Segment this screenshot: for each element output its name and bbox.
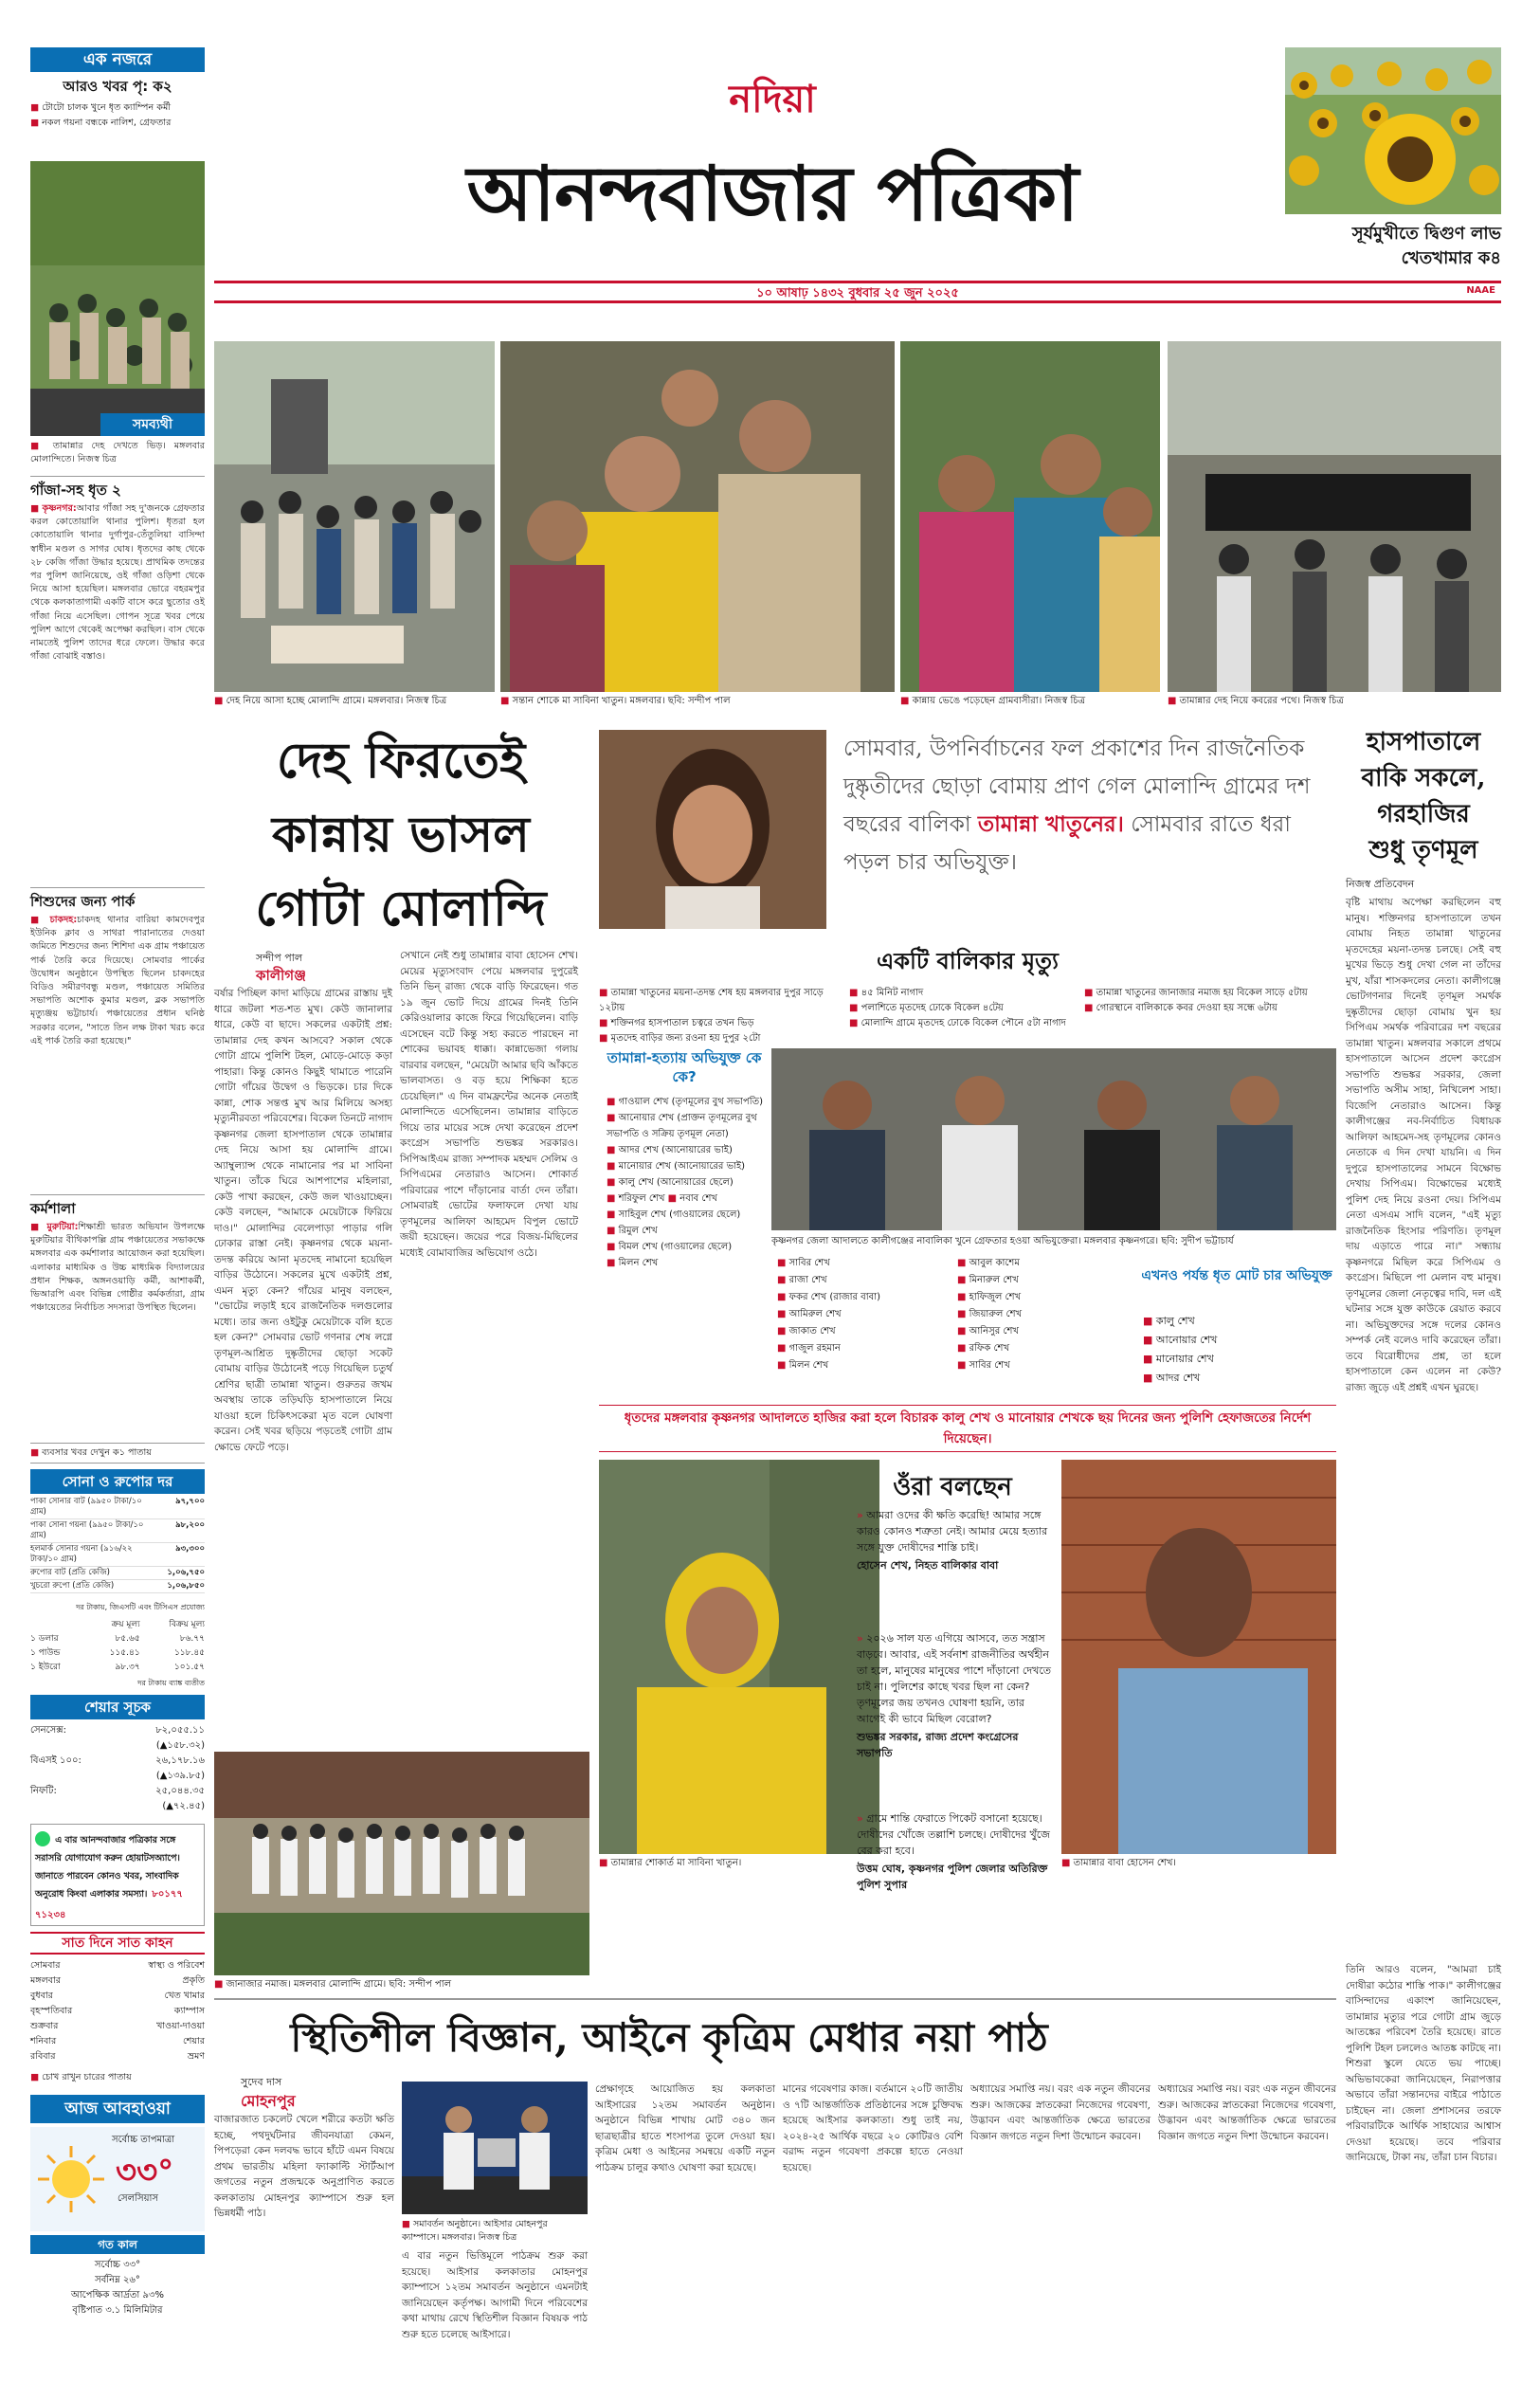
seven-days-title: সাত দিনে সাত কাহন [30,1932,205,1955]
accused-title: তামান্না-হত্যায় অভিযুক্ত কে কে? [607,1049,762,1085]
whatsapp-box[interactable]: এ বার আনন্দবাজার পত্রিকার সঙ্গে সরাসরি যোগাযোগ করুন হোয়াটসঅ্যাপে। জানাতে পারবেন কোনও খবর, সাংবাদিক অনুরোধ কিংবা এলাকার সমস্যা। ৮০১৭৭ ৭১২৩৪ [30,1824,205,1926]
timeline-col3: ■ তামান্না খাতুনের জানাজার নমাজ হয় বিকেল সাড়ে ৫টায় ■ গোরস্থানে বালিকাকে কবর দেওয়া হয় সন্ধে ৬টায় [1084,988,1308,1013]
stock-row: বিএসই ১০০: ২৬,১৭৮.১৬ [30,1755,205,1766]
convocation-caption: ■ সমাবর্তন অনুষ্ঠানে। আইসার মোহনপুর ক্যাম্পাসে। মঙ্গলবার। নিজস্ব চিত্র [402,2219,548,2243]
father-caption: ■ তামান্নার বাবা হোসেন শেখ। [1061,1858,1176,1868]
dateline: ১০ আষাঢ় ১৪৩২ বুধবার ২৫ জুন ২০২৫ [756,286,959,300]
photo-label: সমব্যথী [100,413,205,436]
mother-caption: ■ তামান্নার শোকার্ত মা সাবিনা খাতুন। [599,1858,742,1868]
weather-title: আজ আবহাওয়া [30,2095,205,2123]
stock-row: নিফটি: ২৫,০৪৪.৩৫ [30,1786,205,1796]
quote-3: » গ্রামে শান্তি ফেরাতে পিকেট বসানো হয়েছে। দোষীদের খোঁজে তল্লাশি চলছে। দোষীদের খুঁজে বের করা হবে। উত্তম ঘোষ, কৃষ্ণনগর পুলিশ জেলার অতিরিক্ত পুলিশ সুপার [857,1812,1050,1891]
photo1-caption: ■ দেহ নিয়ে আসা হচ্ছে মোলান্দি গ্রামে। মঙ্গলবার। নিজস্ব চিত্র [214,696,447,706]
business-link[interactable]: ■ ব্যবসার খবর দেখুন ক১ পাতায় [30,1443,205,1464]
edition-code: NAAE [1466,285,1495,296]
science-col-3: প্রেক্ষাগৃহে আয়োজিত হয় কলকাতা আইসারের ১২তম সমাবর্তন অনুষ্ঠান। অনুষ্ঠানে বিভিন্ন শাখায় মোট ৩৪০ জন ছাত্রছাত্রীর হাতে শংসাপত্র তুলে দেওয়া হয়। কৃত্রিম মেধা ও আইনের সমন্বয়ে একটি নতুন পাঠক্রম চালুর কথাও ঘোষণা করা হয়েছে। [595,2083,775,2173]
story2-body: ■ চাকদহ:চাকদহ থানার বারিয়া কামদেবপুর ইউনিক ক্লাব ও সাথরা পারানাতের দেওয়া জমিতে শিশুদের জন্য শিশিদা এক গ্রাম পঞ্চায়েত পার্ক তৈরি করে দিয়েছে। সোমবার পার্কের উদ্বোধন অনুষ্ঠানে উপস্থিত ছিলেন চাকদহের বিডিও সমীরণবন্ধু মণ্ডল, পঞ্চায়েত সমিতির সভাপতি অশোক কুমার মণ্ডল, ব্লক সভাপতি মৃত্যুঞ্জয় ভট্টাচার্য। পঞ্চায়েতের প্রধান ঘনিষ্ঠ সরকার বলেন, "সাতে তিন লক্ষ টাকা খরচ করে এই পার্ক তৈরি করা হয়েছে।" [30,915,205,1046]
story3-headline: কর্মশালা [30,1200,76,1217]
sunflower-photo [1285,47,1501,214]
temperature: ৩৩° [116,2154,174,2191]
photo4-caption: ■ তামান্নার দেহ নিয়ে কবরের পথে। নিজস্ব চিত্র [1168,696,1344,706]
right-body-cont: তিনি আরও বলেন, "আমরা চাই দোষীরা কঠোর শাস্তি পাক।" কালীগঞ্জের বাসিন্দাদের একাংশ জানিয়েছেন, তামান্নার মৃত্যুর পরে গোটা গ্রাম জুড়ে আতঙ্কের পরিবেশ তৈরি হয়েছে। রাতে পুলিশি টহল চললেও আতঙ্ক কাটছে না। শিশুরা স্কুলে যেতে ভয় পাচ্ছে। অভিভাবকেরা জানিয়েছেন, নিরাপত্তার অভাবে তাঁরা সন্তানদের বাইরে পাঠাতে চাইছেন না। জেলা প্রশাসনের তরফে পরিবারটিকে আর্থিক সাহায্যের আশ্বাস দেওয়া হয়েছে। তবে পরিবার জানিয়েছে, টাকা নয়, তাঁরা চান বিচার। [1346,1964,1501,2163]
photo-villagers [900,341,1160,692]
ear-page-ref[interactable]: খেতখামার ক৪ [1401,248,1501,268]
timeline-title: একটি বালিকার মৃত্যু [876,948,1059,974]
quote-2: » ২০২৬ সাল যত এগিয়ে আসবে, তত সন্ত্রাস বাড়বে। আবার, এই সর্বনাশ রাজনীতির অর্থহীন তা হলে, মানুষের মানুষের পাশে দাঁড়ানো দেখতে চাই না। পুলিশের কাছে খবর ছিল না কেন? তৃণমূলের জয় তখনও ঘোষণা হয়নি, তার আগেই কী ভাবে মিছিল বেরোল? শুভঙ্কর সরকার, রাজ্য প্রদেশ কংগ্রেসের সভাপতি [857,1632,1052,1759]
yesterday-rows: সর্বোচ্চ ৩৩° সর্বনিম্ন ২৬° আপেক্ষিক আর্দ্রতা ৯৩% বৃষ্টিপাত ৩.১ মিলিমিটার [71,2260,164,2316]
right-body: বৃষ্টি মাথায় অপেক্ষা করছিলেন বহু মানুষ। শক্তিনগর হাসপাতালে তখন বোমায় নিহত তামান্না খাতুনের মৃতদেহের ময়না-তদন্ত চলছে। সেই বহু মুখের ভিড়ে শুধু দেখা গেল না তাঁদের মুখ, যাঁরা শাসকদলের নেতা। কালীগঞ্জে ভোটগণনার দিনেই তৃণমূল সমর্থক দুষ্কৃতীদের ছোড়া বোমায় খুন হয় সিপিএম সমর্থক পরিবারের দশ বছরের তামান্না খাতুন। মঙ্গলবার সকালে প্রথমে হাসপাতালে আসেন প্রদেশ কংগ্রেস সভাপতি শুভঙ্কর সরকার, জেলা সভাপতি অসীম সাহা, নিখিলেশ সাহা। বিজেপি নেতারাও আসেন। কিন্তু কালীগঞ্জের নব-নির্বাচিত বিধায়ক আলিফা আহমেদ-সহ তৃণমূলের কোনও নেতাকে এ দিন দেখা যায়নি। এ দিন দুপুরে হাসপাতালের সামনে বিক্ষোভ দেখায় সিপিএম। বিক্ষোভের মধ্যেই পুলিশ দেহ নিয়ে রওনা দেয়। সিপিএম নেতা এসএম সাদি বলেন, "এই মৃত্যু রাজনৈতিক হিংসার পরিণতি। তৃণমূল দায় এড়াতে পারে না।" সন্ধ্যায় কৃষ্ণনগরে মিছিল করে সিপিএম ও কংগ্রেস। মিছিলে পা মেলান বহু মানুষ। তৃণমূলের জেলা নেতৃত্বের দাবি, দল এই ঘটনার সঙ্গে যুক্ত কাউকে রেয়াত করবে না। অভিযুক্তদের সঙ্গে দলের কোনও সম্পর্ক নেই বলেও দাবি করেছেন তাঁরা। তবে বিরোধীদের প্রশ্ন, তা হলে হাসপাতালে কেন এলেন না কেউ? রাজ্য জুড়ে এই প্রশ্নই এখন ঘুরছে। [1346,897,1501,1393]
lead-place: কালীগঞ্জ [256,967,306,984]
science-headline: স্থিতিশীল বিজ্ঞান, আইনে কৃত্রিম মেধার নয়া পাঠ [290,2014,1048,2061]
weather-label: সর্বোচ্চ তাপমাত্রা [112,2135,175,2145]
funeral-caption: ■ জানাজার নমাজ। মঙ্গলবার মোলান্দি গ্রামে। ছবি: সন্দীপ পাল [214,1979,452,1990]
ear-caption: সূর্যমুখীতে দ্বিগুণ লাভ [1351,224,1501,244]
currency-table: ক্রয় মূল্য বিক্রয় মূল্য ১ ডলার ৮৫.৬৫ ৮৬.৭৭ ১ পাউন্ড ১১৫.৪১ ১১৮.৪৫ ১ ইউরো ৯৮.৩৭ ১০১.৫৭ [30,1620,205,1672]
currency-note: দর টাকায় ব্যাঙ্ক ব্যতীত [137,1679,205,1687]
accused-list2: ■ সাবির শেখ ■ রাজা শেখ ■ ফকর শেখ (রাজার বাবা) ■ আমিরুল শেখ ■ জাকাত শেখ ■ গাজুল রহমান ■ মিলন শেখ [777,1258,881,1371]
whatsapp-icon [35,1831,50,1846]
more-news-link[interactable]: আরও খবর পৃ: ক২ [63,78,172,95]
girl-portrait [599,730,826,929]
convocation-photo [402,2082,588,2214]
funeral-photo [214,1752,589,1975]
sidebar [30,47,205,2360]
teaser-1[interactable]: ■ টোটো চালক খুনে ধৃত ক্যাম্পিন কর্মী [30,102,172,113]
teaser-2[interactable]: ■ নকল গয়না বন্ধকে নালিশ, গ্রেফতার [30,118,172,128]
science-place: মোহনপুর [241,2092,296,2110]
science-byline: সুদেব দাস [241,2076,282,2088]
photo3-caption: ■ কান্নায় ভেঙে পড়েছেন গ্রামবাসীরা। নিজস্ব চিত্র [900,696,1086,706]
photo-mother [500,341,895,692]
yesterday-title: গত কাল [30,2235,205,2254]
masthead-bar [214,281,1501,303]
photo-procession [214,341,495,692]
gold-row: পাকা সোনার বাট (৯৯৫০ টাকা/১০ গ্রাম) ৯৭,৭০০ [30,1496,205,1519]
lead-col-2: সেখানে নেই শুধু তামান্নার বাবা হোসেন শেখ। মেয়ের মৃত্যুসংবাদ পেয়ে মঙ্গলবার দুপুরেই তিনি ভিন্‌ রাজ্য থেকে বাড়ি ফিরেছেন। গত ১৯ জুন ভোট দিয়ে গ্রামের দিনই তিনি কেরিওয়ালার কাজে ফিরে গিয়েছিলেন। বাড়ি এসেছেন বটে কিন্তু সহ্য করতে পারছেন না শোকের ভয়াবহ ধাক্কা। কান্নাভেজা গলায় বারবার বলছেন, "মেয়েটা আমার ছবি আঁকতে ভালবাসত। ও বড় হয়ে শিক্ষিকা হতে চেয়েছিল।" এ দিন বামফ্রন্টের অনেক নেতাই মোলান্দিতে এসেছিলেন। তামান্নার বাড়িতে গিয়ে তার মায়ের সঙ্গে দেখা করেছেন প্রদেশ কংগ্রেস সভাপতি শুভঙ্কর সরকারও। সিপিআইএম রাজ্য সম্পাদক মহম্মদ সেলিম ও সিপিএমের নেতারাও আসেন। শোকার্ত পরিবারের পাশে দাঁড়ানোর বার্তা দেন তাঁরা। সোমবারই ভোটের ফলাফলে দেখা যায় তৃণমূলের আলিফা আহমেদ বিপুল ভোটে জয়ী হয়েছেন। জয়ের পরে বিজয়-মিছিলের মধ্যেই বোমাবাজির অভিযোগ ওঠে। [400,950,578,1259]
quotes-title: ওঁরা বলছেন [893,1473,1012,1501]
science-col-6: অধ্যায়ের সমাপ্তি নয়। বরং এক নতুন জীবনের শুরু। আজকের স্নাতকেরা নিজেদের গবেষণা, উদ্ভাবন এবং আন্তর্জাতিক ক্ষেত্রে ভারতের বিজ্ঞান জগতে নতুন দিশা উন্মোচন করবেন। [1158,2083,1336,2142]
stocks-table: সেনসেক্স: ৮২,০৫৫.১১ (▲১৫৮.৩২) বিএসই ১০০: ২৬,১৭৮.১৬ (▲১৩৯.৮৫) নিফটি: ২৫,০৪৪.৩৫ (▲৭২.৪৫) [30,1725,205,1811]
accused-photo-caption: কৃষ্ণনগর জেলা আদালতে কালীগঞ্জের নাবালিকা খুনে গ্রেফতার হওয়া অভিযুক্তেরা। মঙ্গলবার কৃষ্ণনগরে। ছবি: সুদীপ ভট্টাচার্য [771,1236,1234,1246]
gold-title: সোনা ও রুপোর দর [30,1469,205,1494]
accused-photo [771,1048,1336,1230]
story1-body: ■ কৃষ্ণনগর:আবার গাঁজা সহ দু'জনকে গ্রেফতার করল কোতোয়ালি থানার পুলিশ। ধৃতরা হল কোতোয়ালি থানার দুর্গাপুর-তেঁতুলিয়া বাসিন্দা স্বাধীন মণ্ডল ও সাগর ঘোষ। ধৃতদের কাছ থেকে ২৮ কেজি গাঁজা উদ্ধার হয়েছে। প্রাথমিক তদন্তের পর পুলিশ জানিয়েছে, ওই গাঁজা ওড়িশা থেকে নিয়ে আসা হয়েছিল। মঙ্গলবার ভোরে বহরমপুর থেকে কলকাতাগামী একটি বাসে করে ছুতোর ওই গাঁজা নিয়ে এসেছিল। গোপন সূত্রে খবর পেয়ে পুলিশ আগে থেকেই অপেক্ষা করছিল। বাস থেকে নামতেই পুলিশ তাদের ধরে ফেলে। উদ্ধার করে গাঁজা বোঝাই বস্তাও। [30,503,205,663]
gold-table [30,1496,205,1593]
court-banner: ধৃতদের মঙ্গলবার কৃষ্ণনগর আদালতে হাজির করা হলে বিচারক কালু শেখ ও মানোয়ার শেখকে ছয় দিনের জন্য পুলিশি হেফাজতের নির্দেশ দিয়েছেন। [599,1405,1336,1452]
temp-unit: সেলসিয়াস [118,2193,158,2204]
timeline-col1: ■ তামান্না খাতুনের ময়না-তদন্ত শেষ হয় মঙ্গলবার দুপুর সাড়ে ১২টায় ■ শক্তিনগর হাসপাতাল চত্বরে তখন ভিড় ■ মৃতদেহ বাড়ির জন্য রওনা হয় দুপুর ২টো [599,988,824,1044]
right-byline: নিজস্ব প্রতিবেদন [1346,878,1415,890]
gold-row: হলমার্ক সোনার গয়না (৯১৬/২২ টাকা/১০ গ্রাম) ৯৩,৩০০ [30,1543,205,1567]
science-col-4: মানের গবেষণার কাজ। বর্তমানে ২০টি জাতীয় ও ৭টি আন্তর্জাতিক প্রতিষ্ঠানের সঙ্গে চুক্তিবদ্ধ হয়েছে আইসার কলকাতা। শুধু তাই নয়, ২০২৪-২৫ আর্থিক বছরে ২০ কোটিরও বেশি বরাদ্দ নতুন গবেষণা প্রকল্পে হাতে নেওয়া হয়েছে। [783,2083,963,2173]
story2-headline: শিশুদের জন্য পার্ক [30,893,136,910]
accused-list: ■ গাওয়াল শেখ (তৃণমূলের বুথ সভাপতি) ■ আনোয়ার শেখ (প্রাক্তন তৃণমূলের বুথ সভাপতি ও সক্রিয় তৃণমূল নেতা) ■ আদর শেখ (আনোয়ারের ভাই) ■ মানোয়ার শেখ (আনোয়ারের ভাই) ■ কালু শেখ (আনোয়ারের ছেলে) ■ শরিফুল শেখ ■ নবাব শেখ ■ সাহিবুল শেখ (গাওয়ালের ছেলে) ■ রিমুল শেখ ■ বিমল শেখ (গাওয়ালের ছেলে) ■ মিলন শেখ [607,1097,763,1268]
photo2-caption: ■ সন্তান শোকে মা সাবিনা খাতুন। মঙ্গলবার। ছবি: সন্দীপ পাল [500,696,731,706]
edition-label: নদিয়া [729,78,816,121]
at-a-glance-header: এক নজরে [30,47,205,72]
science-col-1: বাজারজাত চকলেট খেলে শরীরে কতটা ক্ষতি হচ্ছে, পথদুর্ঘটনার জীবনযাত্রা কেমন, পিপড়েরা কেন দলবদ্ধ ভাবে হাঁটে এমন বিষয়ে প্রথম ভারতীয় মহিলা ফ্যাকাল্টি স্টার্টআপ জগতের নতুন প্রজন্মকে অনুপ্রাণিত করতে কলকাতায় মোহনপুর ক্যাম্পাসে শুরু হল ভিন্নধর্মী পাঠ। [214,2114,394,2219]
crowd-photo [30,161,205,436]
father-photo [1061,1460,1336,1854]
stock-row: সেনসেক্স: ৮২,০৫৫.১১ [30,1725,205,1736]
story1-headline: গাঁজা-সহ ধৃত ২ [30,482,121,499]
accused-list3: ■ আবুল কাশেম ■ মিনারুল শেখ ■ হাফিজুল শেখ ■ জিয়ারুল শেখ ■ আনিসুর শেখ ■ রফিক শেখ ■ সাবির শেখ [957,1258,1023,1371]
arrested-list: ■ কালু শেখ ■ আনোয়ার শেখ ■ মানোয়ার শেখ ■ আদর শেখ [1143,1315,1218,1384]
science-col-5: অধ্যায়ের সমাপ্তি নয়। বরং এক নতুন জীবনের শুরু। আজকের স্নাতকেরা নিজেদের গবেষণা, উদ্ভাবন এবং আন্তর্জাতিক ক্ষেত্রে ভারতের বিজ্ঞান জগতে নতুন দিশা উন্মোচন করবেন। [970,2083,1150,2142]
science-col-2: এ বার নতুন ভিত্তিমূলে পাঠক্রম শুরু করা হয়েছে। আইসার কলকাতার মোহনপুর ক্যাম্পাসে ১২তম সমাবর্তন অনুষ্ঠানে এমনটাই জানিয়েছেন কর্তৃপক্ষ। আগামী দিনে পরিবেশের কথা মাথায় রেখে স্থিতিশীল বিজ্ঞান বিষয়ক পাঠ শুরু হতে চলেছে আইসারে। [402,2250,588,2340]
seven-days-table: সোমবার স্বাস্থ্য ও পরিবেশ মঙ্গলবার প্রকৃতি বুধবার খেত খামার বৃহস্পতিবার ক্যাম্পাস শুক্রবার খাওয়া-দাওয়া শনিবার শেয়ার রবিবার ভ্রমণ [30,1960,205,2062]
gold-row: রুপোর বাট (প্রতি কেজি) ১,০৬,৭৫০ [30,1567,205,1580]
mother-photo [599,1460,879,1854]
photo-caption: ■ তামান্নার দেহ দেখতে ভিড়। মঙ্গলবার মোলান্দিতে। নিজস্ব চিত্র [30,441,205,465]
right-headline: হাসপাতালে বাকি সকলে, গরহাজির শুধু তৃণমূল [1361,728,1486,864]
newspaper-name: আনন্দবাজার পত্রিকা [466,149,1078,238]
seven-days-note: ■ চোখ রাখুন চারের পাতায় [30,2072,132,2082]
gold-row: খুচরো রুপো (প্রতি কেজি) ১,০৬,৮৫০ [30,1580,205,1593]
gold-row: পাকা সোনা গয়না (৯৯৫০ টাকা/১০ গ্রাম) ৯৮,২০০ [30,1519,205,1543]
summary-text: সোমবার, উপনির্বাচনের ফল প্রকাশের দিন রাজনৈতিক দুষ্কৃতীদের ছোড়া বোমায় প্রাণ গেল মোলান্দি গ্রামের দশ বছরের বালিকা তামান্না খাতুনের। সোমবার রাতে ধরা পড়ল চার অভিযুক্ত। [843,736,1311,875]
quote-1: » আমরা ওদের কী ক্ষতি করেছি! আমার সঙ্গে কারও কোনও শত্রুতা নেই। আমার মেয়ে হত্যার সঙ্গে যুক্ত দোষীদের শাস্তি চাই। হোসেন শেখ, নিহত বালিকার বাবা [857,1509,1048,1572]
stocks-title: শেয়ার সূচক [30,1695,205,1719]
weather-box [30,2127,205,2231]
photo-bier [1168,341,1501,692]
story3-body: ■ মুরুটিয়া:শিক্ষাশ্রী ভারত অভিযান উপলক্ষে মুরুটিয়ার বীথিকাপল্লি গ্রাম পঞ্চায়েতের সভাকক্ষে মঙ্গলবার এক কর্মশালার আয়োজন করা হয়েছিল। এলাকার মাধ্যমিক ও উচ্চ মাধ্যমিক বিদ্যালয়ের প্রধান শিক্ষক, অঙ্গনওয়াড়ি কর্মী, আশাকর্মী, ভিআরপি এবং বিভিন্ন গোষ্ঠীর কর্মকর্তারা, গ্রাম পঞ্চায়েতের নির্বাচিত সদস্যরা উপস্থিত ছিলেন। [30,1222,205,1314]
timeline-col2: ■ ৪৫ মিনিট নাগাদ ■ পলাশিতে মৃতদেহ ঢোকে বিকেল ৪টেয় ■ মোলান্দি গ্রামে মৃতদেহ ঢোকে বিকেল পৌনে ৫টা নাগাদ [849,988,1066,1028]
sun-icon [36,2144,106,2214]
arrested-title: এখনও পর্যন্ত ধৃত মোট চার অভিযুক্ত [1141,1268,1332,1283]
lead-headline: দেহ ফিরতেই কান্নায় ভাসল গোটা মোলান্দি [255,732,547,937]
lead-byline: সন্দীপ পাল [256,952,303,964]
lead-col-1: বর্ষার পিচ্ছিল কাদা মাড়িয়ে গ্রামের রাস্তায় দুই ধারে জটলা শত-শত মুখ। কেউ জানালার ধারে, কেউ বা ছাদে। সকলের একটাই প্রশ্ন: তামান্নার দেহ কখন আসবে? সকাল থেকে গোটা গ্রামে পুলিশি টহল, মোড়ে-মোড়ে কড়া পাহারা। কিন্তু কোনও কিছুই থামাতে পারেনি গোটা গাঁয়ের উদ্বেগ ও ভিড়কে। চার দিকে কান্না, শোক সন্তপ্ত মুখ আর মিলিয়ে অসহ্য মৃত্যুনীরবতা পরিবেশের। বিকেল তিনটে নাগাদ কৃষ্ণনগর জেলা হাসপাতাল থেকে তামান্নার দেহ নিয়ে আসা হয় মোলান্দি গ্রামে। অ্যাম্বুল্যান্স থেকে নামানোর পর মা সাবিনা খাতুন। তাঁকে ঘিরে আশপাশের মহিলারা, কেউ পাখা করছেন, কেউ জল খাওয়াচ্ছেন। কেউ বলছেন, "আমাকে মেয়েটাকে ফিরিয়ে দাও।" মোলান্দির বেলেপাড়া পাড়ার গলি ঢোকার রাস্তা নেই। কৃষ্ণনগর থেকে ময়না-তদন্ত করিয়ে আনা মৃতদেহ নামানো হয়েছিল বাড়ির উঠোনে। সকলের মুখে একটাই প্রশ্ন, এমন মৃত্যু কেন? গাঁয়ের মানুষ বলছেন, "ভোটের লড়াই হবে রাজনৈতিক দলগুলোর মধ্যে। তার জন্য ওইটুকু মেয়েটাকে বলি হতে হল কেন?" সোমবার ভোট গণনার শেষ লগ্নে তৃণমূল-আশ্রিত দুষ্কৃতীদের ছোড়া সকেট বোমায় বাড়ির উঠোনেই পড়ে গিয়েছিল চতুর্থ শ্রেণির ছাত্রী তামান্না খাতুন। গুরুতর জখম অবস্থায় তাকে তড়িঘড়ি হাসপাতালে নিয়ে যাওয়া হলে চিকিৎসকেরা মৃত বলে ঘোষণা করেন। সেই খবর ছড়িয়ে পড়তেই গোটা গ্রাম ক্ষোভে ফেটে পড়ে। [214,988,392,1453]
gold-note: দর টাকায়, জিএসটি এবং টিসিএস প্রযোজ্য [76,1603,205,1611]
